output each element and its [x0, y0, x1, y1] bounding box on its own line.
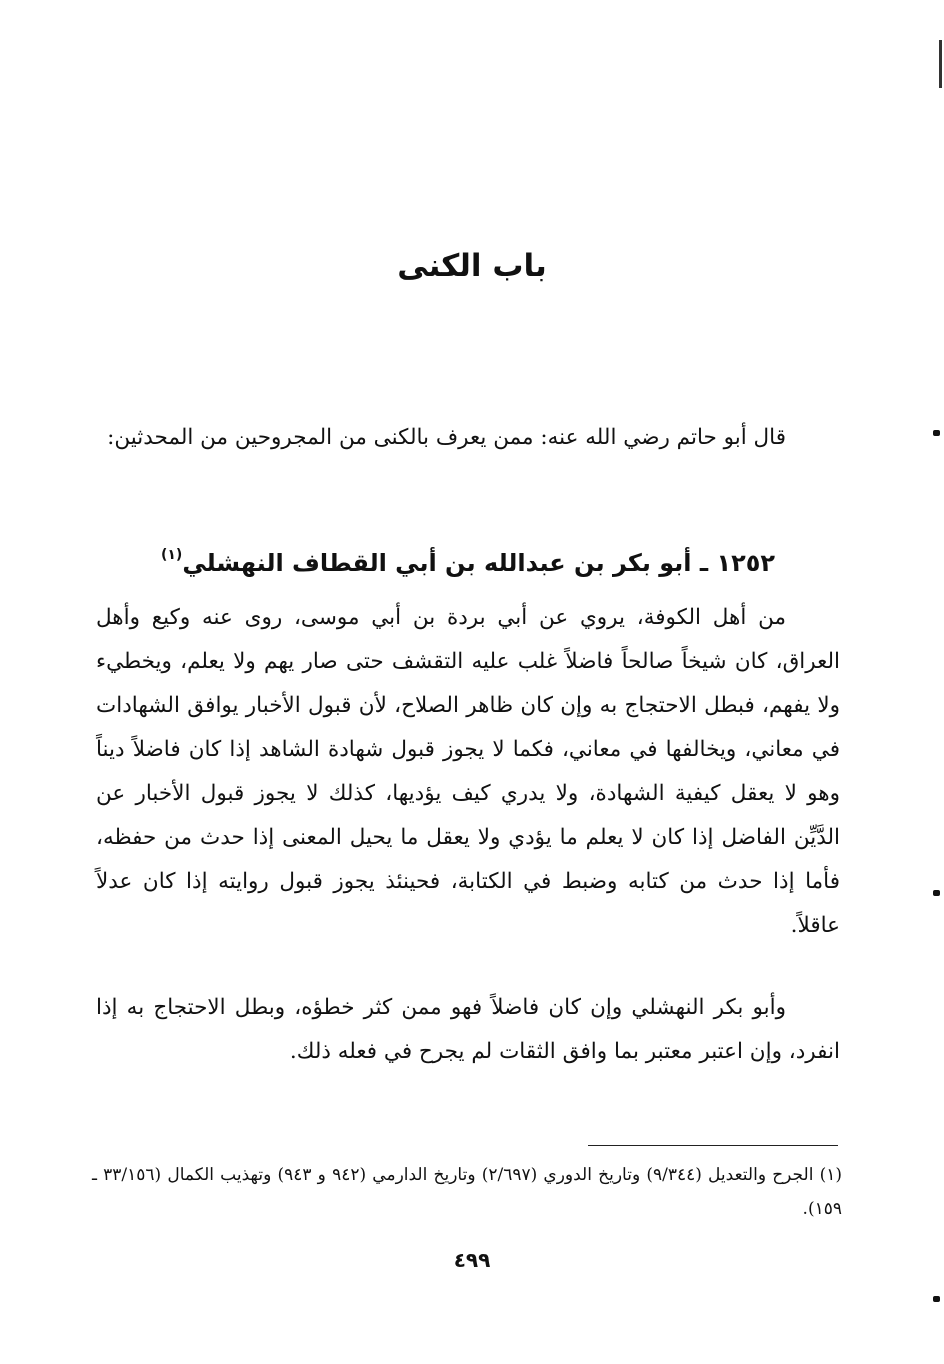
chapter-title: باب الكنى: [397, 248, 547, 284]
page-number: ٤٩٩: [453, 1248, 491, 1272]
footnote: (١) الجرح والتعديل (٩/٣٤٤) وتاريخ الدوري (٢/٦٩٧) وتاريخ الدارمي (٩٤٢ و ٩٤٣) وتهذيب الكمال (٣٣/١٥٦ ـ ١٥٩).: [92, 1165, 843, 1219]
paragraph-1-text: من أهل الكوفة، يروي عن أبي بردة بن أبي موسى، روى عنه وكيع وأهل العراق، كان شيخاً صالحاً فاضلاً غلب عليه التقشف حتى صار يهم ولا يعلم، ويخطيء ولا يفهم، فبطل الاحتجاج به وإن كان ظاهر الصلاح، لأن قبول الأخبار يوافق الشهادات في معاني، ويخالفها في معاني، فكما لا يجوز قبول شهادة الشاهد إذا كان فاضلاً ديناً وهو لا يعقل كيفية الشهادة، ولا يدري كيف يؤديها، كذلك لا يجوز قبول الأخبار عن الدَّيِّن الفاضل إذا كان لا يعلم ما يؤدي ولا يعقل ما يحيل المعنى إذا حدث من حفظه، فأما إذا حدث من كتابه وضبط في الكتابة، فحينئذ يجوز قبول روايته إذا كان عدلاً عاقلاً.: [96, 605, 840, 938]
entry-paragraph-2: [96, 986, 840, 1074]
footnote-separator: [588, 1145, 838, 1146]
paragraph-2-text: وأبو بكر النهشلي وإن كان فاضلاً فهو ممن كثر خطؤه، وبطل الاحتجاج به إذا انفرد، وإن اعتبر معتبر بما وافق الثقات لم يجرح في فعله ذلك.: [96, 995, 840, 1064]
entry-heading-text: ١٢٥٢ ـ أبو بكر بن عبدالله بن أبي القطاف النهشلي: [182, 549, 776, 577]
scan-edge-mark: [933, 430, 940, 436]
entry-paragraph-1: [96, 596, 840, 948]
scan-edge-line: [939, 40, 942, 88]
intro-text: قال أبو حاتم رضي الله عنه: ممن يعرف بالكنى من المجروحين من المحدثين:: [107, 425, 786, 450]
entry-heading: [96, 533, 840, 585]
scan-edge-mark: [933, 1296, 940, 1302]
scan-edge-mark: [933, 890, 940, 896]
intro-paragraph: [96, 416, 840, 460]
footnote-marker: (١): [160, 547, 183, 563]
